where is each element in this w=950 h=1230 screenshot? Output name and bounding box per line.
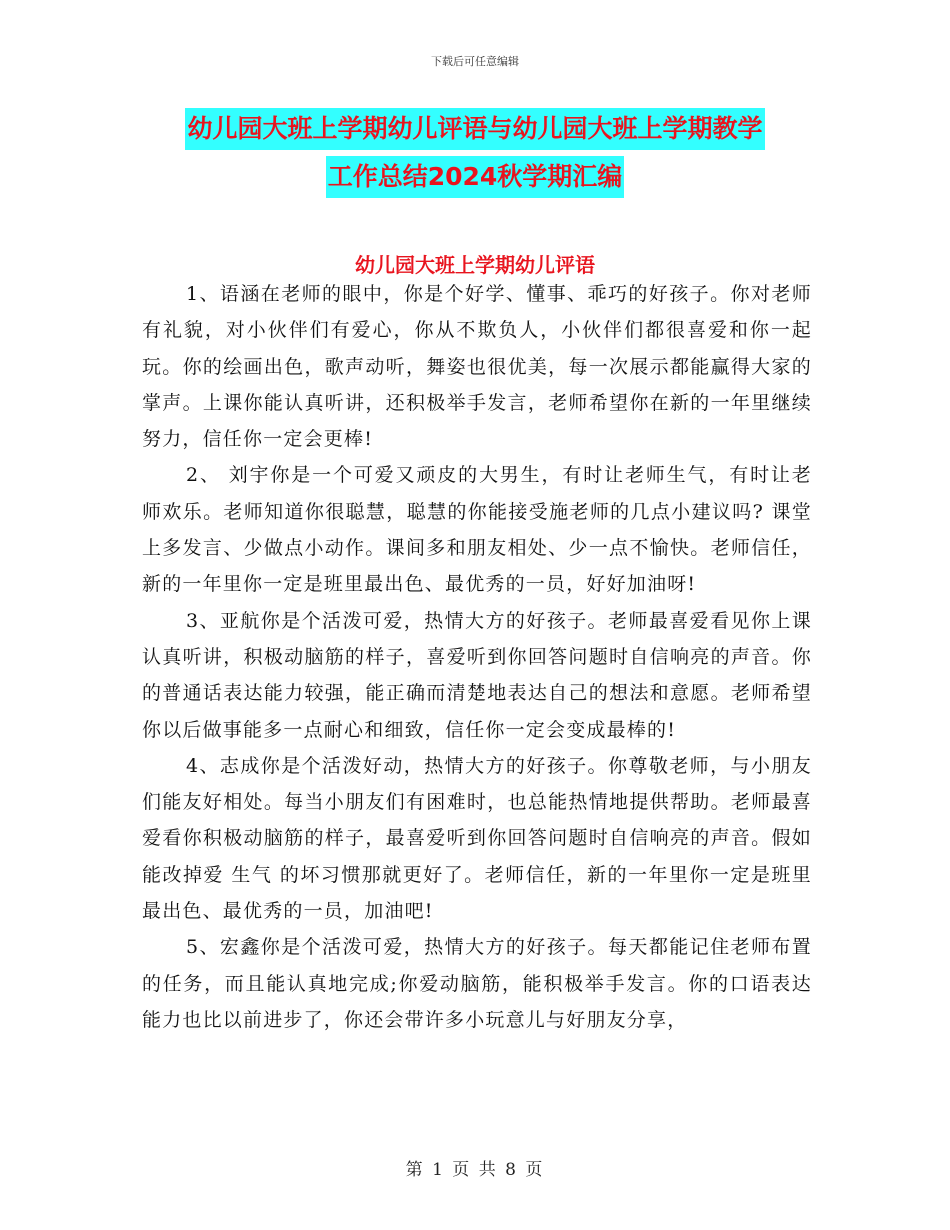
paragraph: 4、志成你是个活泼好动，热情大方的好孩子。你尊敬老师，与小朋友们能友好相处。每当小朋友们有困难时，也总能热情地提供帮助。老师最喜爱看你积极动脑筋的样子，最喜爱听到你回答问题时自信响亮的声音。假如能改掉爱 生气 的坏习惯那就更好了。老师信任，新的一年里你一定是班里最出色、最优秀的一员，加油吧! bbox=[142, 754, 812, 923]
paragraph: 2、 刘宇你是一个可爱又顽皮的大男生，有时让老师生气，有时让老师欢乐。老师知道你很聪慧，聪慧的你能接受施老师的几点小建议吗? 课堂上多发言、少做点小动作。课间多和朋友相处、少一点不愉快。老师信任，新的一年里你一定是班里最出色、最优秀的一员，好好加油呀! bbox=[142, 464, 812, 596]
document-title bbox=[60, 108, 890, 198]
paragraph: 1、语涵在老师的眼中，你是个好学、懂事、乖巧的好孩子。你对老师有礼貌，对小伙伴们有爱心，你从不欺负人，小伙伴们都很喜爱和你一起玩。你的绘画出色，歌声动听，舞姿也很优美，每一次展示都能赢得大家的掌声。上课你能认真听讲，还积极举手发言，老师希望你在新的一年里继续努力，信任你一定会更棒! bbox=[142, 283, 812, 451]
section-title: 幼儿园大班上学期幼儿评语 bbox=[355, 253, 595, 277]
title-line-1: 幼儿园大班上学期幼儿评语与幼儿园大班上学期教学 bbox=[185, 108, 764, 150]
page-footer: 第 1 页 共 8 页 bbox=[405, 1160, 545, 1180]
title-line-2: 工作总结2024秋学期汇编 bbox=[326, 156, 625, 198]
body-text bbox=[142, 276, 812, 1038]
paragraph: 3、亚航你是个活泼可爱，热情大方的好孩子。老师最喜爱看见你上课认真听讲，积极动脑筋的样子，喜爱听到你回答问题时自信响亮的声音。你的普通话表达能力较强，能正确而清楚地表达自己的想法和意愿。老师希望你以后做事能多一点耐心和细致，信任你一定会变成最棒的! bbox=[142, 609, 812, 741]
header-note: 下载后可任意编辑 bbox=[431, 55, 519, 68]
paragraph: 5、宏鑫你是个活泼可爱，热情大方的好孩子。每天都能记住老师布置的任务，而且能认真地完成;你爱动脑筋，能积极举手发言。你的口语表达能力也比以前进步了，你还会带许多小玩意儿与好朋友分享， bbox=[142, 936, 812, 1031]
